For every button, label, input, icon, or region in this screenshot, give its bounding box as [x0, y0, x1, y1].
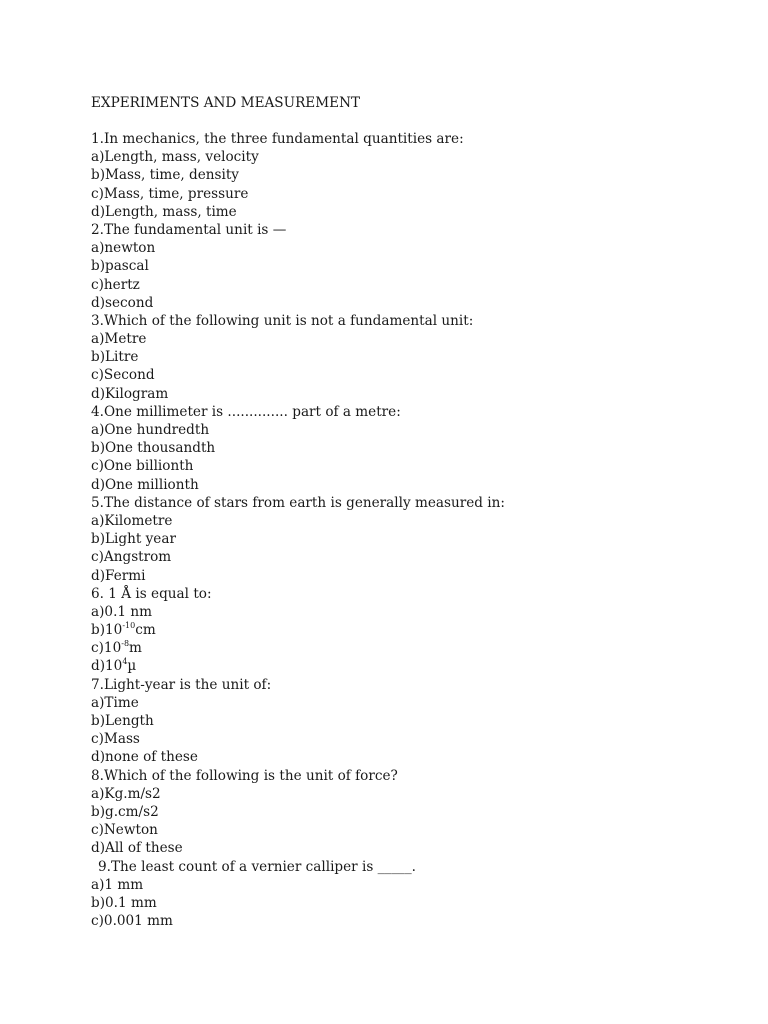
question-text: 1.In mechanics, the three fundamental quantities are:	[91, 131, 464, 147]
answer-option: b)0.1 mm	[91, 894, 157, 911]
answer-option: a)1 mm	[91, 876, 144, 893]
question-text: 7.Light-year is the unit of:	[91, 676, 272, 693]
answer-option: b)pascal	[91, 258, 149, 275]
answer-option: b)One thousandth	[91, 440, 216, 457]
option-prefix: a)	[91, 603, 105, 620]
answer-option: b)Length	[91, 713, 154, 729]
answer-option: c)Mass	[91, 731, 140, 748]
answer-option: a)newton	[91, 240, 156, 257]
answer-option: d)Kilogram	[91, 385, 169, 402]
question-text: 3.Which of the following unit is not a fundamental unit:	[91, 312, 474, 329]
option-exponent: -8	[121, 639, 130, 649]
answer-option: d)second	[91, 294, 154, 311]
document-title: EXPERIMENTS AND MEASUREMENT	[91, 95, 361, 111]
answer-option: b)g.cm/s2	[91, 803, 159, 820]
answer-option: c)Angstrom	[91, 549, 172, 566]
option-unit: m	[129, 640, 142, 657]
option-exponent: 4	[122, 657, 128, 667]
option-prefix: b)	[91, 622, 106, 639]
question-text: 9.The least count of a vernier calliper is _____.	[98, 858, 416, 875]
option-unit: µ	[127, 658, 137, 675]
option-exponent: -10	[122, 621, 136, 631]
option-value: 10	[103, 640, 122, 657]
option-prefix: c)	[91, 640, 104, 657]
answer-option: c)Newton	[91, 822, 158, 839]
option-value: 10	[105, 658, 123, 675]
option-value: 10	[105, 622, 123, 639]
answer-option	[91, 657, 505, 675]
answer-option: a)Time	[91, 694, 139, 711]
question-text: 2.The fundamental unit is —	[91, 221, 287, 238]
answer-option: c)0.001 mm	[91, 913, 173, 930]
answer-option	[91, 603, 505, 621]
answer-option: c)Mass, time, pressure	[91, 185, 249, 202]
answer-option: a)Metre	[91, 331, 147, 348]
answer-option: a)Kg.m/s2	[91, 785, 161, 802]
question-list	[91, 130, 505, 930]
answer-option: d)One millionth	[91, 476, 199, 493]
answer-option: b)Light year	[91, 531, 176, 548]
answer-option	[91, 639, 505, 657]
answer-option: d)All of these	[91, 840, 183, 857]
option-prefix: d)	[91, 658, 106, 675]
question-text: 8.Which of the following is the unit of force?	[91, 767, 398, 784]
answer-option: a)Kilometre	[91, 512, 173, 529]
answer-option: a)Length, mass, velocity	[91, 149, 259, 166]
answer-option: d)Length, mass, time	[91, 203, 237, 220]
answer-option: c)hertz	[91, 276, 140, 293]
answer-option: b)Litre	[91, 349, 139, 366]
answer-option: d)Fermi	[91, 567, 146, 584]
question-text: 5.The distance of stars from earth is generally measured in:	[91, 494, 505, 511]
option-unit: cm	[135, 622, 156, 639]
answer-option: b)Mass, time, density	[91, 167, 239, 184]
answer-option: d)none of these	[91, 749, 198, 766]
option-value: 0.1 nm	[104, 603, 153, 620]
question-text: 6. 1 Å is equal to:	[91, 585, 212, 602]
answer-option	[91, 621, 505, 639]
answer-option: c)One billionth	[91, 458, 194, 475]
answer-option: c)Second	[91, 367, 155, 384]
question-text: 4.One millimeter is .............. part of a metre:	[91, 403, 401, 420]
answer-option: a)One hundredth	[91, 422, 210, 438]
